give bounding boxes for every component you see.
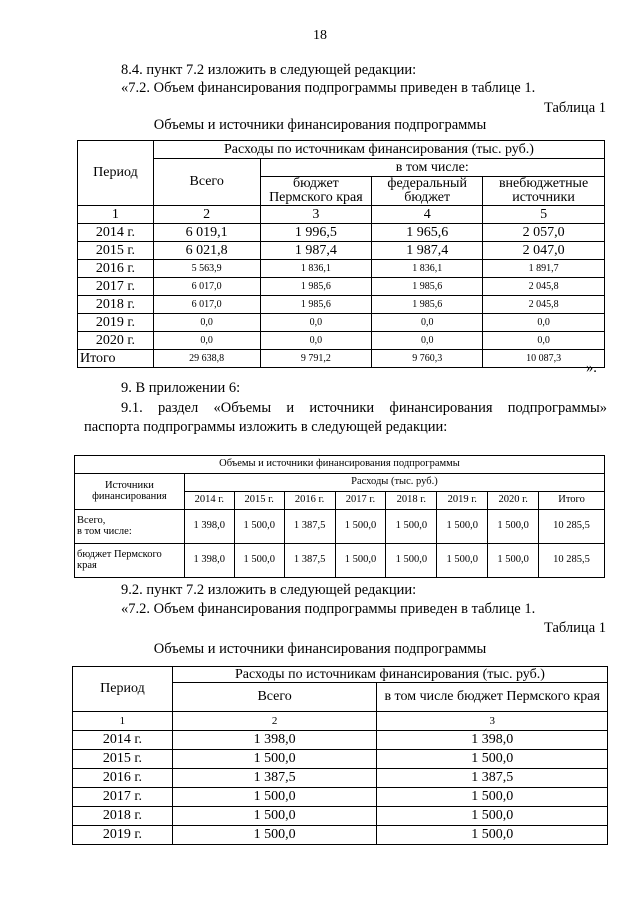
table-row-extra: 0,0 bbox=[483, 314, 605, 332]
t2-col-expenses: Расходы (тыс. руб.) bbox=[184, 474, 604, 492]
t1-num-3: 3 bbox=[260, 206, 372, 224]
table-cell: 1 500,0 bbox=[386, 510, 437, 544]
t1-num-1: 1 bbox=[78, 206, 154, 224]
table-row-extra: 0,0 bbox=[483, 332, 605, 350]
table-row-extra: 2 057,0 bbox=[483, 224, 605, 242]
t1-col-total: Всего bbox=[153, 159, 260, 206]
table-row-period: 2014 г. bbox=[73, 731, 173, 750]
table-row-federal: 0,0 bbox=[372, 332, 483, 350]
table-row-total: 1 500,0 bbox=[172, 807, 377, 826]
table-row-perm: 1 387,5 bbox=[377, 769, 608, 788]
table-cell: 10 285,5 bbox=[539, 510, 605, 544]
section-8-4-line1: 8.4. пункт 7.2 изложить в следующей редакции: bbox=[121, 62, 417, 78]
t3-col-total: Всего bbox=[172, 683, 377, 712]
table1-label: Таблица 1 bbox=[543, 100, 606, 116]
t1-col-federal: федеральный бюджет bbox=[372, 177, 483, 206]
table-row-perm: 1 398,0 bbox=[377, 731, 608, 750]
table-row-total: 0,0 bbox=[153, 314, 260, 332]
section-9-2-line1: 9.2. пункт 7.2 изложить в следующей редакции: bbox=[121, 582, 417, 598]
table-cell: 1 500,0 bbox=[488, 510, 539, 544]
table-cell: 1 500,0 bbox=[335, 544, 386, 578]
table-row-perm: 1 500,0 bbox=[377, 826, 608, 845]
table-row-extra: 1 891,7 bbox=[483, 260, 605, 278]
table-row-extra: 10 087,3 bbox=[483, 350, 605, 368]
section-9-line1: 9. В приложении 6: bbox=[121, 380, 241, 396]
table-cell: 1 500,0 bbox=[437, 510, 488, 544]
t2-year: 2019 г. bbox=[437, 492, 488, 510]
table-row-period: 2014 г. bbox=[78, 224, 154, 242]
table-row-extra: 2 047,0 bbox=[483, 242, 605, 260]
table-row-federal: 1 965,6 bbox=[372, 224, 483, 242]
t2-year: 2018 г. bbox=[386, 492, 437, 510]
table-row-perm: 9 791,2 bbox=[260, 350, 372, 368]
table-cell: 1 500,0 bbox=[234, 510, 284, 544]
t1-num-2: 2 bbox=[153, 206, 260, 224]
t1-col-period: Период bbox=[78, 141, 154, 206]
table-row-perm: 1 500,0 bbox=[377, 750, 608, 769]
table-row-perm: 1 996,5 bbox=[260, 224, 372, 242]
table-row-total: 5 563,9 bbox=[153, 260, 260, 278]
t3-col-period: Период bbox=[73, 667, 173, 712]
table-row-period: 2018 г. bbox=[73, 807, 173, 826]
table2 bbox=[74, 455, 605, 578]
table-row-total: 1 398,0 bbox=[172, 731, 377, 750]
table-cell: 1 500,0 bbox=[386, 544, 437, 578]
table1-title: Объемы и источники финансирования подпрограммы bbox=[153, 117, 487, 133]
table-row-perm: 1 500,0 bbox=[377, 807, 608, 826]
table-row-perm: 0,0 bbox=[260, 332, 372, 350]
table-row-period: 2019 г. bbox=[78, 314, 154, 332]
table-row-period: 2017 г. bbox=[73, 788, 173, 807]
section-8-4-line2: «7.2. Объем финансирования подпрограммы приведен в таблице 1. bbox=[121, 80, 536, 96]
t2-col-sources: Источники финансирования bbox=[75, 474, 185, 510]
t3-col-including: в том числе бюджет Пермского края bbox=[377, 683, 608, 712]
table-row-total: 1 500,0 bbox=[172, 788, 377, 807]
table-row-period: 2016 г. bbox=[73, 769, 173, 788]
table-row-period: 2019 г. bbox=[73, 826, 173, 845]
table-cell: 1 500,0 bbox=[335, 510, 386, 544]
table-row-total: 6 017,0 bbox=[153, 278, 260, 296]
table-row-federal: 1 836,1 bbox=[372, 260, 483, 278]
table-row-federal: 0,0 bbox=[372, 314, 483, 332]
t1-col-including: в том числе: bbox=[260, 159, 605, 177]
table-cell: 10 285,5 bbox=[539, 544, 605, 578]
table-row-perm: 1 836,1 bbox=[260, 260, 372, 278]
table-cell: 1 500,0 bbox=[437, 544, 488, 578]
table-row-total: 1 500,0 bbox=[172, 750, 377, 769]
table-row-extra: 2 045,8 bbox=[483, 278, 605, 296]
t2-row-label bbox=[75, 510, 185, 544]
table-row-period: 2015 г. bbox=[78, 242, 154, 260]
table-row-federal: 9 760,3 bbox=[372, 350, 483, 368]
t2-row-label-line1: Всего, bbox=[77, 515, 106, 526]
table-cell: 1 500,0 bbox=[234, 544, 284, 578]
t2-year-total: Итого bbox=[539, 492, 605, 510]
table-row-perm: 1 987,4 bbox=[260, 242, 372, 260]
t2-year: 2020 г. bbox=[488, 492, 539, 510]
table-row-period: 2015 г. bbox=[73, 750, 173, 769]
table-cell: 1 500,0 bbox=[488, 544, 539, 578]
table-cell: 1 387,5 bbox=[284, 544, 335, 578]
table-row-federal: 1 987,4 bbox=[372, 242, 483, 260]
t2-year: 2016 г. bbox=[284, 492, 335, 510]
t3-num-3: 3 bbox=[377, 712, 608, 731]
table-row-perm: 1 985,6 bbox=[260, 278, 372, 296]
table-row-perm: 0,0 bbox=[260, 314, 372, 332]
table-cell: 1 398,0 bbox=[184, 510, 234, 544]
table-row-total: 6 021,8 bbox=[153, 242, 260, 260]
table-row-extra: 2 045,8 bbox=[483, 296, 605, 314]
table3 bbox=[72, 666, 608, 845]
t1-col-expenses: Расходы по источникам финансирования (тыс. руб.) bbox=[153, 141, 604, 159]
table-row-total: 1 500,0 bbox=[172, 826, 377, 845]
table-row-period: 2016 г. bbox=[78, 260, 154, 278]
table3-title: Объемы и источники финансирования подпрограммы bbox=[153, 641, 487, 657]
table1 bbox=[77, 140, 605, 368]
t1-col-extrabudget: внебюджетные источники bbox=[483, 177, 605, 206]
table-row-total-label: Итого bbox=[78, 350, 154, 368]
table-row-total: 6 019,1 bbox=[153, 224, 260, 242]
t2-row-label-line2: края bbox=[77, 559, 97, 571]
page-number: 18 bbox=[313, 28, 327, 43]
table-row-federal: 1 985,6 bbox=[372, 296, 483, 314]
section-9-line2: 9.1. раздел «Объемы и источники финансирования подпрограммы» bbox=[121, 400, 607, 416]
t1-num-4: 4 bbox=[372, 206, 483, 224]
t2-year: 2017 г. bbox=[335, 492, 386, 510]
t2-row-label bbox=[75, 544, 185, 578]
t3-col-expenses: Расходы по источникам финансирования (тыс. руб.) bbox=[172, 667, 607, 683]
t3-num-2: 2 bbox=[172, 712, 377, 731]
table-row-total: 6 017,0 bbox=[153, 296, 260, 314]
table3-label: Таблица 1 bbox=[543, 620, 606, 636]
table-row-period: 2020 г. bbox=[78, 332, 154, 350]
table-cell: 1 398,0 bbox=[184, 544, 234, 578]
table-row-federal: 1 985,6 bbox=[372, 278, 483, 296]
table-row-total: 29 638,8 bbox=[153, 350, 260, 368]
t1-num-5: 5 bbox=[483, 206, 605, 224]
t2-title: Объемы и источники финансирования подпрограммы bbox=[75, 456, 605, 474]
table-row-period: 2017 г. bbox=[78, 278, 154, 296]
table-row-period: 2018 г. bbox=[78, 296, 154, 314]
table-row-total: 0,0 bbox=[153, 332, 260, 350]
table-cell: 1 387,5 bbox=[284, 510, 335, 544]
table-row-perm: 1 500,0 bbox=[377, 788, 608, 807]
t1-col-budget-perm: бюджет Пермского края bbox=[260, 177, 372, 206]
section-9-line3: паспорта подпрограммы изложить в следующей редакции: bbox=[84, 419, 448, 435]
table1-closing: ». bbox=[586, 360, 597, 376]
t2-row-label-line2: в том числе: bbox=[77, 525, 132, 537]
t2-year: 2015 г. bbox=[234, 492, 284, 510]
section-9-2-line2: «7.2. Объем финансирования подпрограммы приведен в таблице 1. bbox=[121, 601, 536, 617]
t2-row-label-line1: бюджет Пермского bbox=[77, 549, 162, 560]
table-row-perm: 1 985,6 bbox=[260, 296, 372, 314]
t2-year: 2014 г. bbox=[184, 492, 234, 510]
t3-num-1: 1 bbox=[73, 712, 173, 731]
table-row-total: 1 387,5 bbox=[172, 769, 377, 788]
